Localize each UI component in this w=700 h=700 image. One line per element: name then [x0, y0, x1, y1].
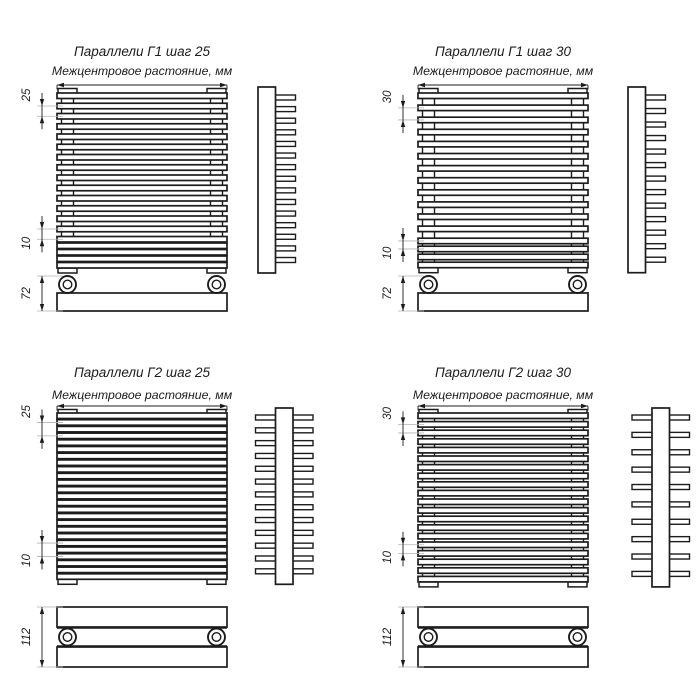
panel-title: Параллели Г1 шаг 30	[434, 44, 572, 59]
dim-depth-label: 72	[382, 287, 394, 300]
dim-depth-label: 112	[382, 627, 394, 647]
side-view	[628, 87, 666, 273]
side-view	[256, 408, 314, 584]
panel-title: Параллели Г2 шаг 30	[434, 365, 572, 380]
side-view	[258, 87, 296, 273]
dimension-span-top	[57, 83, 227, 90]
dimension-span-top	[57, 404, 227, 411]
front-view	[418, 89, 588, 273]
dim-step-label: 25	[21, 405, 33, 418]
dim-step-label: 25	[21, 88, 33, 102]
dim-depth-label: 72	[21, 287, 33, 300]
dim-bottom-label: 10	[21, 236, 33, 250]
dim-bottom-label: 10	[21, 554, 33, 567]
dimension-span-top	[418, 83, 588, 90]
side-view	[632, 408, 690, 587]
bottom-view	[418, 607, 588, 667]
panel-g1-step30	[382, 44, 666, 311]
dim-depth-label: 112	[21, 627, 33, 647]
dim-step-label: 30	[382, 406, 394, 420]
panel-subtitle: Межцентровое растояние, мм	[51, 64, 233, 78]
panel-subtitle: Межцентровое растояние, мм	[51, 388, 233, 402]
panel-subtitle: Межцентровое растояние, мм	[412, 64, 594, 78]
dim-bottom-label: 10	[382, 550, 394, 564]
panel-g2-step25	[21, 365, 313, 667]
bottom-view	[418, 276, 588, 311]
panel-subtitle: Межцентровое растояние, мм	[412, 388, 594, 402]
dim-bottom-label: 10	[382, 246, 394, 260]
front-view	[57, 410, 227, 585]
dim-step-label: 30	[382, 90, 394, 104]
dimension-span-top	[418, 404, 588, 411]
front-view	[57, 89, 227, 274]
bottom-view	[57, 607, 227, 667]
front-view	[418, 410, 588, 587]
panel-title: Параллели Г1 шаг 25	[73, 44, 211, 59]
bottom-view	[57, 276, 227, 311]
panel-title: Параллели Г2 шаг 25	[73, 365, 211, 380]
panel-g2-step30	[382, 365, 690, 667]
panel-g1-step25	[21, 44, 296, 311]
